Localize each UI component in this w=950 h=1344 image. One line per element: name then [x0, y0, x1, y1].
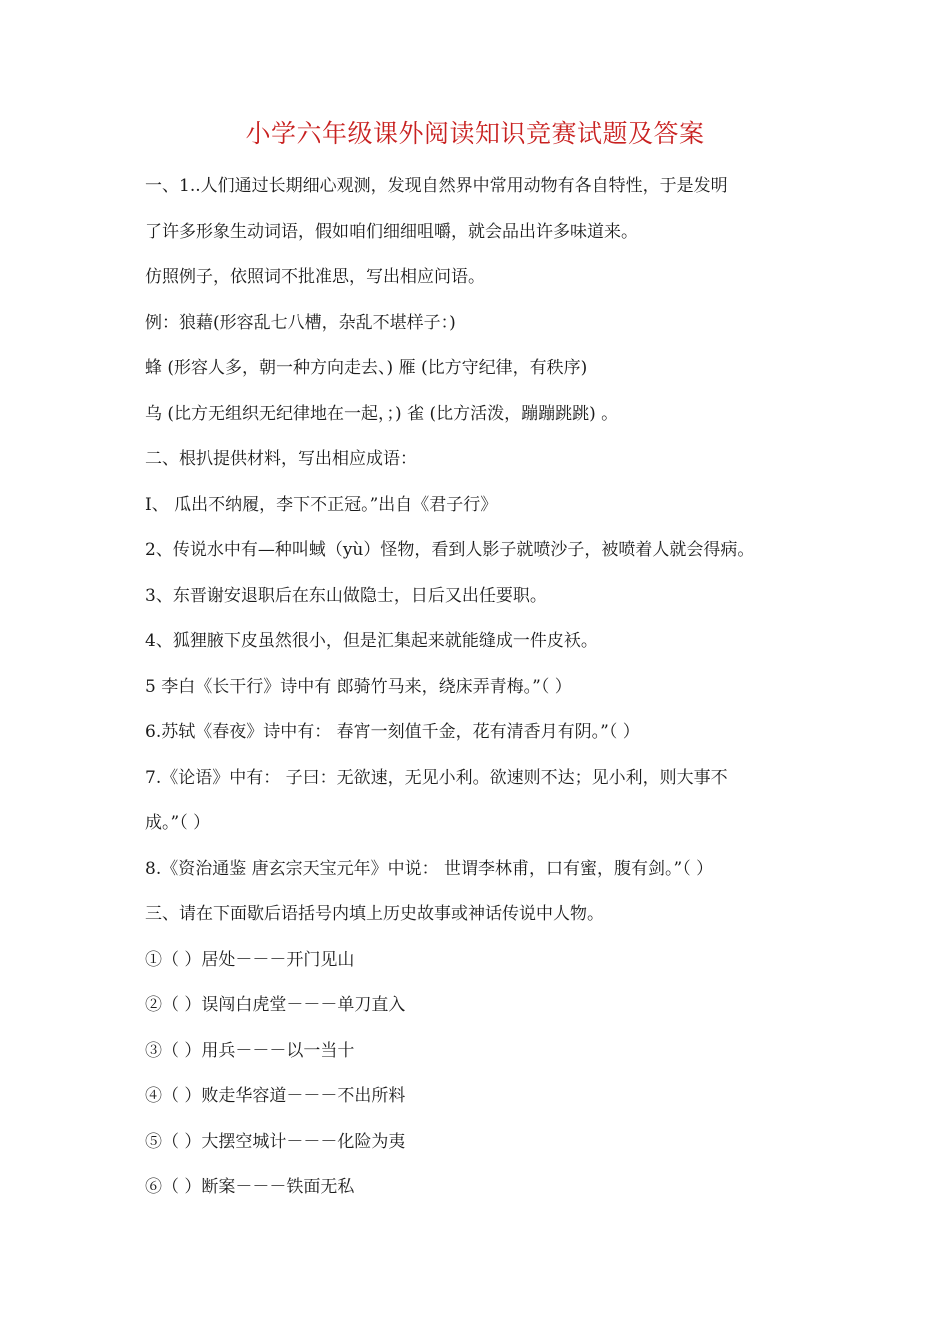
text-line: 成。”（ ） [145, 813, 211, 833]
text-line: 6.苏轼《春夜》诗中有： 春宵一刻值千金，花有清香月有阴。”（ ） [145, 722, 640, 742]
text-line: 蜂 (形容人多，朝一种方向走去、) 雁 (比方守纪律，有秩序) [145, 358, 588, 378]
text-line: 仿照例子，依照词不批准思，写出相应问语。 [145, 267, 485, 287]
list-item: ④（ ）败走华容道－－－不出所料 [145, 1086, 406, 1106]
text-line: 4、狐狸腋下皮虽然很小，但是汇集起来就能缝成一件皮袄。 [145, 631, 598, 651]
document-title: 小学六年级课外阅读知识竞赛试题及答案 [245, 119, 705, 148]
text-line: 一、1..人们通过长期细心观测，发现自然界中常用动物有各自特性，于是发明 [145, 176, 728, 196]
list-item: ③（ ）用兵－－－以一当十 [145, 1040, 355, 1061]
text-line: I、 瓜出不纳履，李下不正冠。”出自《君子行》 [145, 494, 498, 515]
text-line: 2、传说水中有—种叫蜮（yù）怪物，看到人影子就喷沙子，被喷着人就会得病。 [145, 540, 755, 560]
text-line: 5 李白《长干行》诗中有 郎骑竹马来，绕床弄青梅。”（ ） [145, 676, 572, 697]
list-item: ①（ ）居处－－－开门见山 [145, 949, 355, 970]
section-heading: 三、请在下面歇后语括号内填上历史故事或神话传说中人物。 [145, 904, 604, 924]
section-heading: 二、根扒提供材料，写出相应成语： [145, 449, 417, 469]
document-body [145, 171, 825, 1218]
text-line: 乌 (比方无组织无纪律地在一起，；) 雀 (比方活泼，蹦蹦跳跳) 。 [145, 403, 619, 424]
list-item: ②（ ）误闯白虎堂－－－单刀直入 [145, 995, 406, 1015]
text-line: 3、东晋谢安退职后在东山做隐士，日后又出任要职。 [145, 585, 547, 606]
list-item: ⑥（ ）断案－－－铁面无私 [145, 1177, 355, 1197]
text-line: 例：狼藉(形容乱七八槽，杂乱不堪样子：) [145, 312, 456, 333]
text-line: 7.《论语》中有： 子曰：无欲速，无见小利。欲速则不达；见小利，则大事不 [145, 767, 728, 788]
text-line: 8.《资治通鉴 唐玄宗天宝元年》中说： 世谓李林甫，口有蜜，腹有剑。”（ ） [145, 858, 714, 879]
text-line: 了许多形象生动词语，假如咱们细细咀嚼，就会品出许多味道来。 [145, 221, 638, 242]
list-item: ⑤（ ）大摆空城计－－－化险为夷 [145, 1131, 406, 1152]
